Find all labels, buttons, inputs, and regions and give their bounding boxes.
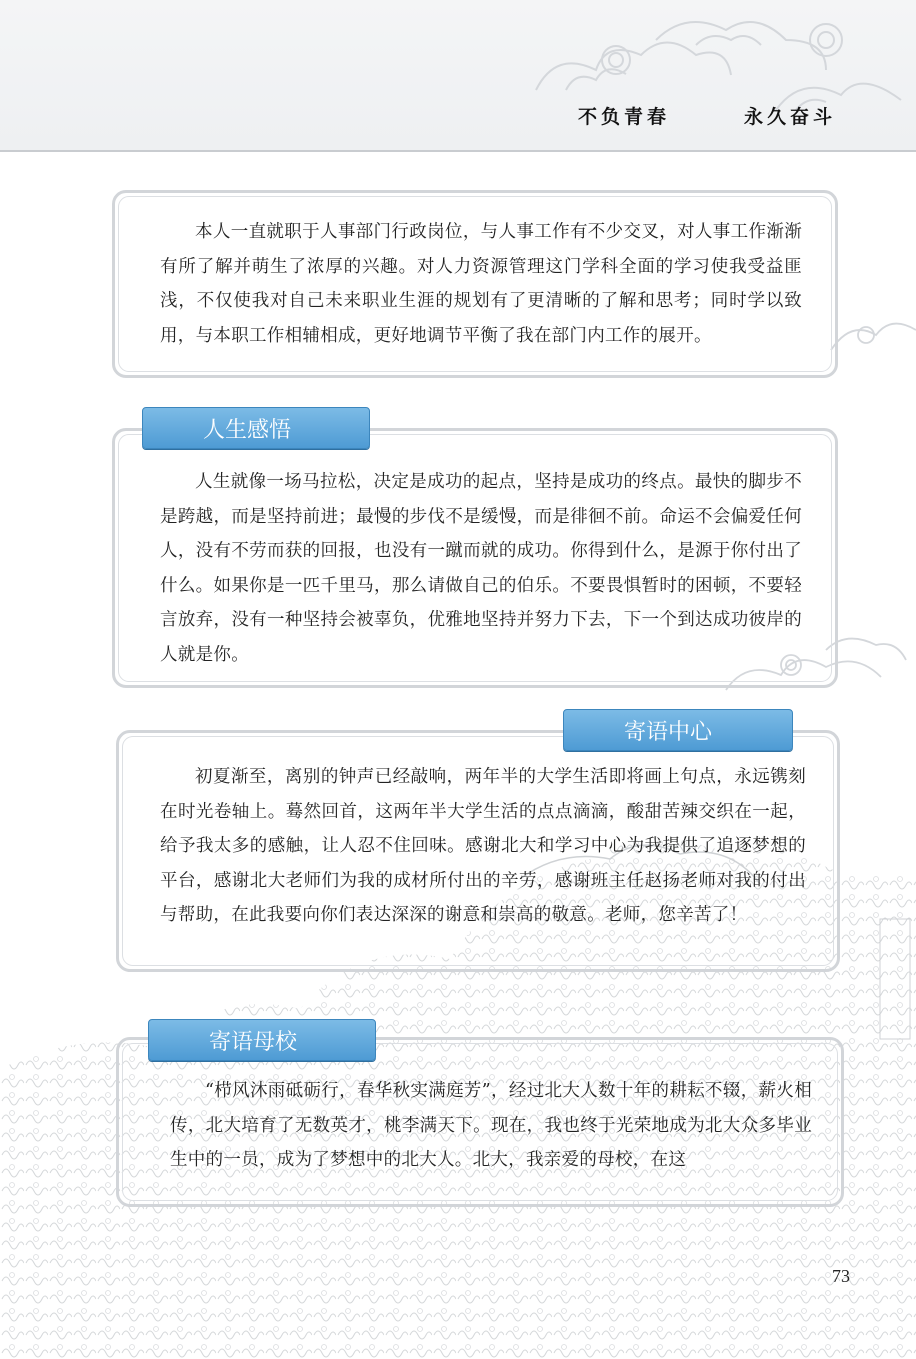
tag-life-insight: 人生感悟 (142, 407, 370, 449)
cloud-ornament-side-icon (826, 300, 916, 370)
page-number: 73 (832, 1266, 850, 1286)
tag-message-alma-mater: 寄语母校 (148, 1019, 376, 1061)
slogan-right: 永久奋斗 (744, 106, 837, 128)
tag-message-center: 寄语中心 (563, 709, 793, 751)
slogan-left: 不负青春 (578, 106, 671, 128)
page-header (0, 0, 916, 152)
section-center-text: 初夏渐至，离别的钟声已经敲响，两年半的大学生活即将画上句点，永远镌刻在时光卷轴上。蓦然回首，这两年半大学生活的点点滴滴，酸甜苦辣交织在一起，给予我太多的感触，让人忍不住回味。感谢北大和学习中心为我提供了追逐梦想的平台，感谢北大老师们为我的成材所付出的辛劳，感谢班主任赵扬老师对我的付出与帮助，在此我要向你们表达深深的谢意和崇高的敬意。老师，您辛苦了！ (160, 767, 806, 925)
section-intro-text: 本人一直就职于人事部门行政岗位，与人事工作有不少交叉，对人事工作渐渐有所了解并萌生了浓厚的兴趣。对人力资源管理这门学科全面的学习使我受益匪浅，不仅使我对自己未来职业生涯的规划有了更清晰的了解和思考；同时学以致用，与本职工作相辅相成，更好地调节平衡了我在部门内工作的展开。 (160, 222, 802, 346)
cloud-ornament-icon (496, 0, 916, 150)
section-life-text: 人生就像一场马拉松，决定是成功的起点，坚持是成功的终点。最快的脚步不是跨越，而是坚持前进；最慢的步伐不是缓慢，而是徘徊不前。命运不会偏爱任何人，没有不劳而获的回报，也没有一蹴而就的成功。你得到什么，是源于你付出了什么。如果你是一匹千里马，那么请做自己的伯乐。不要畏惧暂时的困顿，不要轻言放弃，没有一种坚持会被辜负，优雅地坚持并努力下去，下一个到达成功彼岸的人就是你。 (160, 472, 802, 665)
section-alma-text: “栉风沐雨砥砺行，春华秋实满庭芳”，经过北大人数十年的耕耘不辍，薪火相传，北大培育了无数英才，桃李满天下。现在，我也终于光荣地成为北大众多毕业生中的一员，成为了梦想中的北大人。北大，我亲爱的母校，在这 (170, 1081, 812, 1170)
